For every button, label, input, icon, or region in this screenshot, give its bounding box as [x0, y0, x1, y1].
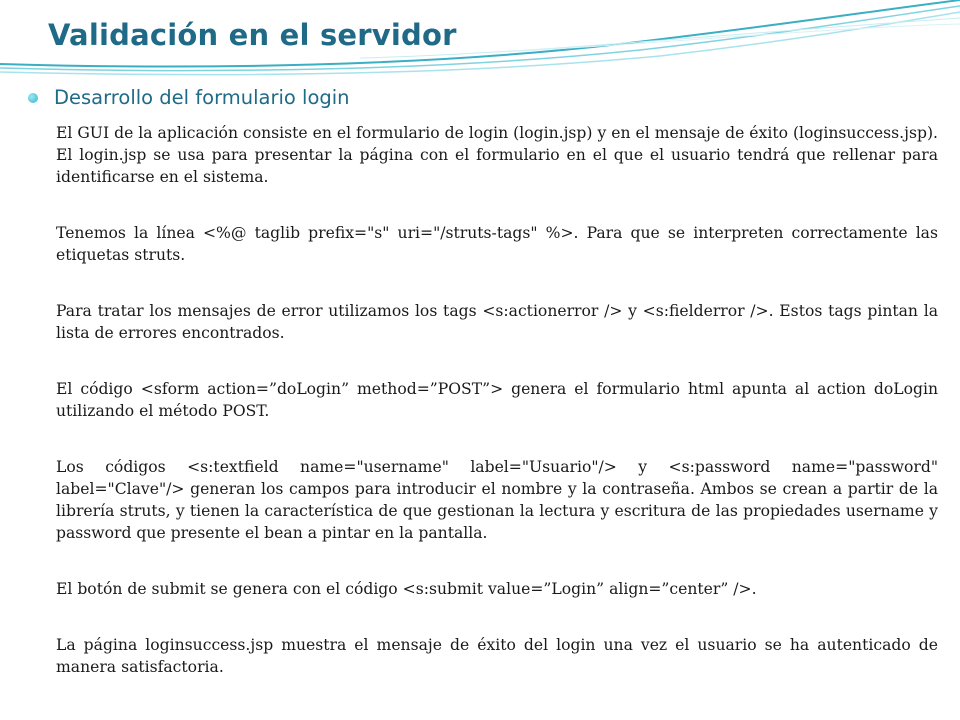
- bullet-item: [28, 86, 350, 109]
- paragraph-loginsuccess: La página loginsuccess.jsp muestra el mensaje de éxito del login una vez el usuario se ha autenticado de manera satisfactoria.: [56, 636, 938, 676]
- bullet-dot-icon: [28, 93, 38, 103]
- bullet-heading: Desarrollo del formulario login: [54, 86, 350, 109]
- paragraph-field-codes: Los códigos <s:textfield name="username" label="Usuario"/> y <s:password name="password" label="Clave"/> generan los campos para introducir el nombre y la contraseña. Ambos se crean a partir de la librería struts, y tienen la característica de que gestionan la lectura y escritura de las propiedades username y password que presente el bean a pintar en la pantalla.: [56, 458, 938, 542]
- paragraph-submit: El botón de submit se genera con el código <s:submit value=”Login” align=”center” />.: [56, 580, 757, 598]
- paragraph-taglib: Tenemos la línea <%@ taglib prefix="s" uri="/struts-tags" %>. Para que se interpreten correctamente las etiquetas struts.: [56, 224, 938, 264]
- body-text: [56, 122, 938, 678]
- paragraph-error-tags: Para tratar los mensajes de error utilizamos los tags <s:actionerror /> y <s:fielderror />. Estos tags pintan la lista de errores encontrados.: [56, 302, 938, 342]
- slide-title: Validación en el servidor: [48, 18, 457, 52]
- paragraph-form-code: El código <sform action=”doLogin” method=”POST”> genera el formulario html apunta al action doLogin utilizando el método POST.: [56, 380, 938, 420]
- paragraph-gui: El GUI de la aplicación consiste en el formulario de login (login.jsp) y en el mensaje de éxito (loginsuccess.jsp). El login.jsp se usa para presentar la página con el formulario en el que el usuario tendrá que rellenar para identificarse en el sistema.: [56, 124, 938, 186]
